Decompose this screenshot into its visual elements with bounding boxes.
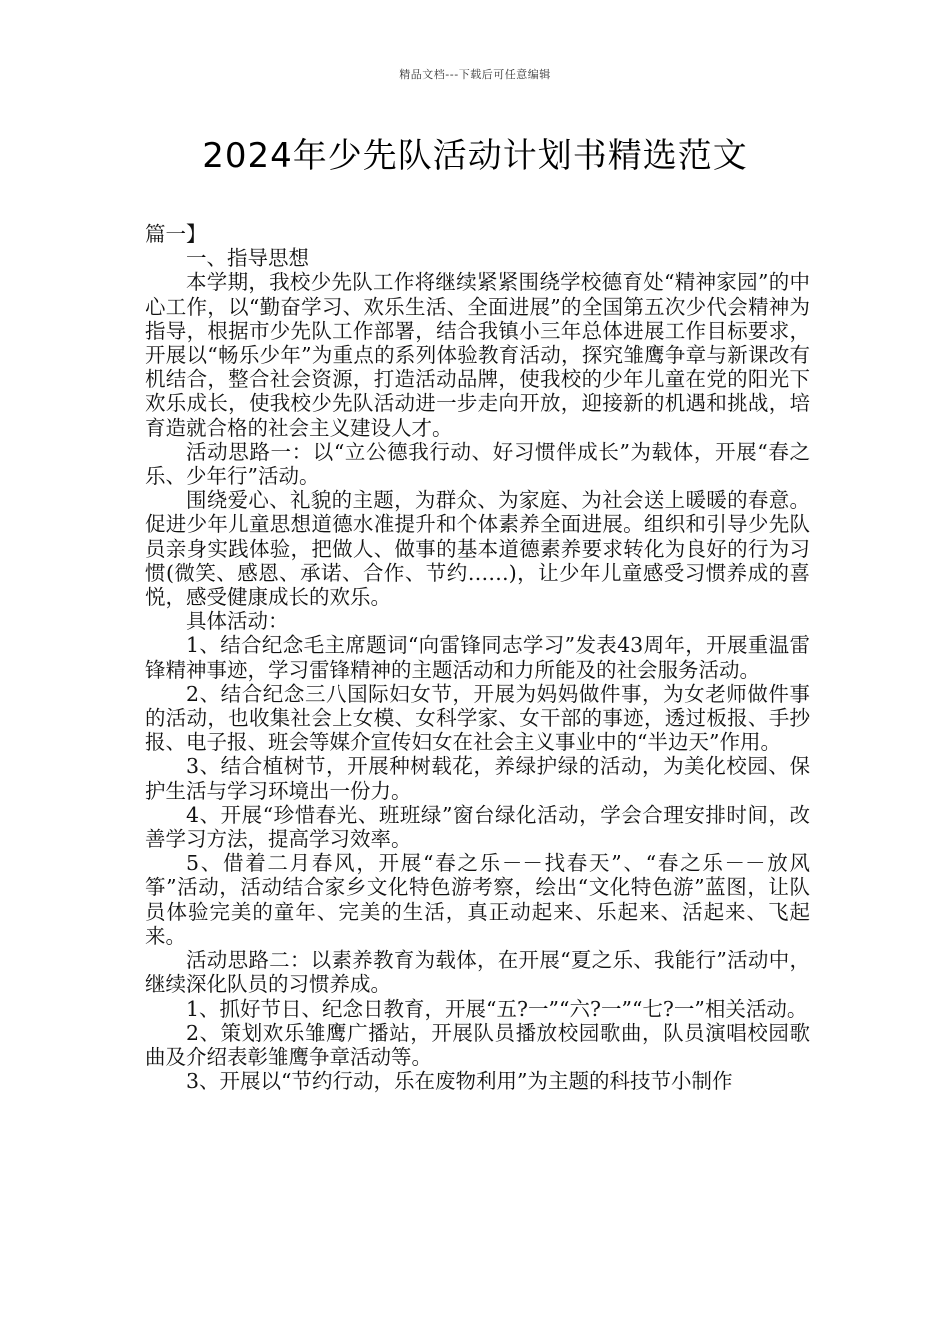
paragraph: 3、结合植树节，开展种树载花，养绿护绿的活动，为美化校园、保护生活与学习环境出一份力。 bbox=[145, 754, 810, 803]
paragraph: 一、指导思想 bbox=[186, 246, 309, 271]
paragraph: 1、结合纪念毛主席题词“向雷锋同志学习”发表43周年，开展重温雷锋精神事迹，学习雷锋精神的主题活动和力所能及的社会服务活动。 bbox=[145, 633, 810, 682]
paragraph: 3、开展以“节约行动，乐在废物利用”为主题的科技节小制作 bbox=[186, 1069, 733, 1094]
paragraph: 活动思路一：以“立公德我行动、好习惯伴成长”为载体，开展“春之乐、少年行”活动。 bbox=[145, 439, 810, 489]
paragraph: 围绕爱心、礼貌的主题，为群众、为家庭、为社会送上暖暖的春意。促进少年儿童思想道德水准提升和个体素养全面进展。组织和引导少先队员亲身实践体验，把做人、做事的基本道德素养要求转化为良好的行为习惯(微笑、感恩、承诺、合作、节约……)，让少年儿童感受习惯养成的喜悦，感受健康成长的欢乐。 bbox=[145, 488, 810, 610]
paragraph: 1、抓好节日、纪念日教育，开展“五?一”“六?一”“七?一”相关活动。 bbox=[186, 996, 808, 1021]
document-body bbox=[145, 222, 810, 1093]
paragraph: 2、策划欢乐雏鹰广播站，开展队员播放校园歌曲，队员演唱校园歌曲及介绍表彰雏鹰争章活动等。 bbox=[145, 1020, 810, 1069]
section-label: 篇一】 bbox=[145, 222, 207, 246]
paragraph: 具体活动： bbox=[186, 609, 289, 634]
paragraph: 2、结合纪念三八国际妇女节，开展为妈妈做件事，为女老师做件事的活动，也收集社会上女模、女科学家、女干部的事迹，透过板报、手抄报、电子报、班会等媒介宣传妇女在社会主义事业中的“半边天”作用。 bbox=[145, 681, 810, 755]
paragraph: 5、借着二月春风，开展“春之乐－－找春天”、“春之乐－－放风筝”活动，活动结合家乡文化特色游考察，绘出“文化特色游”蓝图，让队员体验完美的童年、完美的生活，真正动起来、乐起来、活起来、飞起来。 bbox=[145, 851, 810, 948]
paragraph: 4、开展“珍惜春光、班班绿”窗台绿化活动，学会合理安排时间，改善学习方法，提高学习效率。 bbox=[145, 802, 810, 852]
paragraph: 本学期，我校少先队工作将继续紧紧围绕学校德育处“精神家园”的中心工作，以“勤奋学习、欢乐生活、全面进展”的全国第五次少代会精神为指导，根据市少先队工作部署，结合我镇小三年总体进展工作目标要求，开展以“畅乐少年”为重点的系列体验教育活动，探究雏鹰争章与新课改有机结合，整合社会资源，打造活动品牌，使我校的少年儿童在党的阳光下欢乐成长，使我校少先队活动进一步走向开放，迎接新的机遇和挑战，培育造就合格的社会主义建设人才。 bbox=[145, 270, 810, 440]
document-title: 2024年少先队活动计划书精选范文 bbox=[202, 136, 748, 176]
header-note: 精品文档---下载后可任意编辑 bbox=[399, 68, 551, 81]
paragraph: 活动思路二：以素养教育为载体，在开展“夏之乐、我能行”活动中，继续深化队员的习惯养成。 bbox=[145, 948, 810, 997]
